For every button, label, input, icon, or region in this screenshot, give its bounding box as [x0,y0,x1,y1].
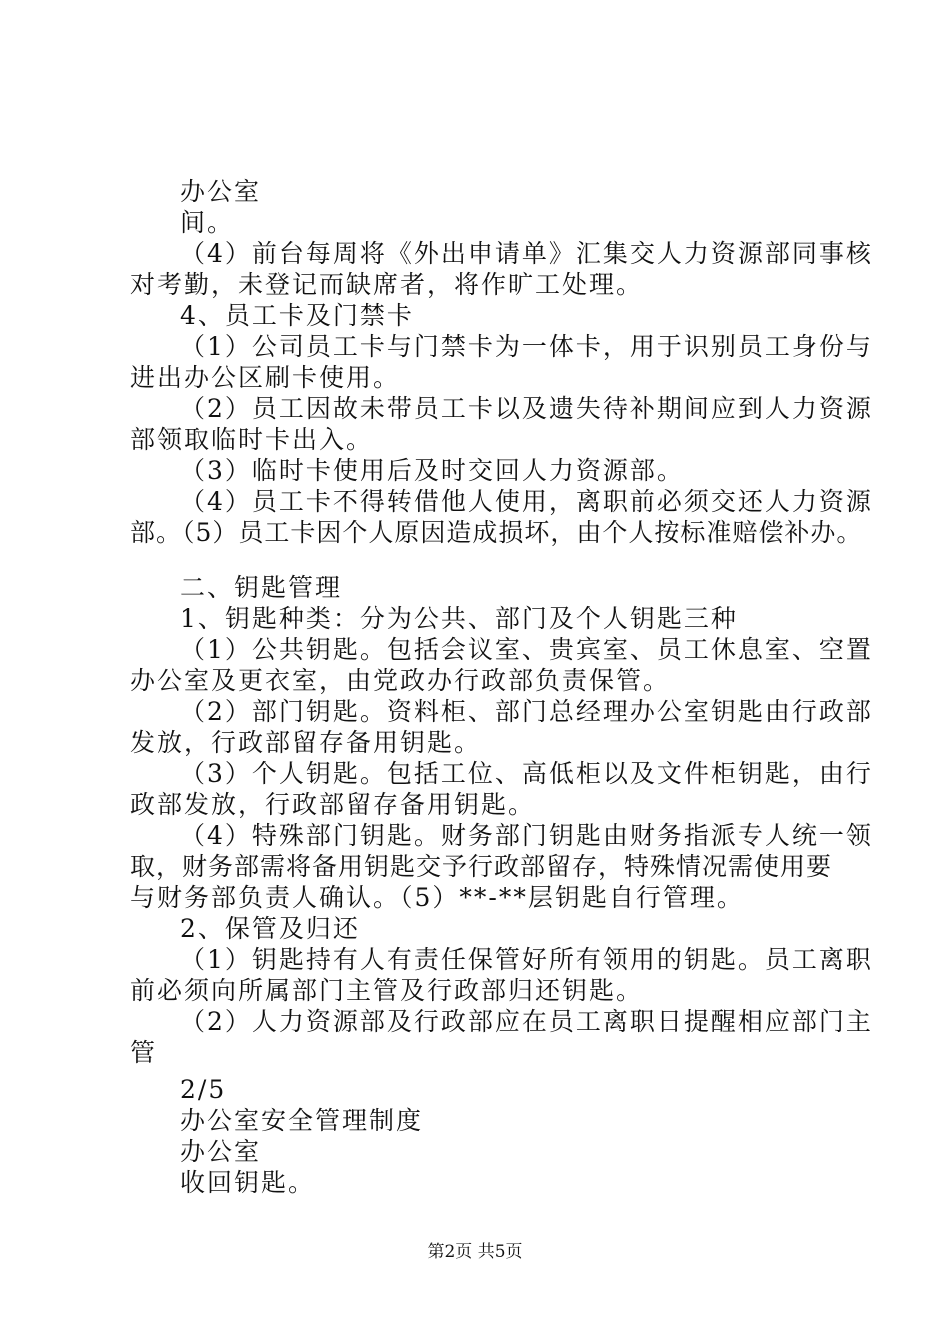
text-line: 办公室 [180,177,262,206]
text-line: （1）钥匙持有人有责任保管好所有领用的钥匙。员工离职 [180,945,873,974]
text-line: 间。 [180,208,235,237]
text-line: 部。（5）员工卡因个人原因造成损坏，由个人按标准赔偿补办。 [130,518,863,547]
text-line: 办公室及更衣室，由党政办行政部负责保管。 [130,666,671,695]
text-line: 与财务部负责人确认。（5）**-**层钥匙自行管理。 [130,883,744,912]
text-line: 收回钥匙。 [180,1168,316,1197]
text-line: （1）公司员工卡与门禁卡为一体卡，用于识别员工身份与 [180,332,873,361]
text-line: （2）人力资源部及行政部应在员工离职日提醒相应部门主 [180,1007,873,1036]
section-heading: 4、员工卡及门禁卡 [180,301,414,330]
text-line: 对考勤，未登记而缺席者，将作旷工处理。 [130,270,644,299]
section-heading: 1、钥匙种类：分为公共、部门及个人钥匙三种 [180,604,738,633]
text-line: 办公室 [180,1137,262,1166]
text-line: 进出办公区刷卡使用。 [130,363,401,392]
text-line: 部领取临时卡出入。 [130,425,374,454]
text-line: （3）临时卡使用后及时交回人力资源部。 [180,456,684,485]
text-line: 取，财务部需将备用钥匙交予行政部留存，特殊情况需使用要 [130,852,833,881]
section-heading: 二、钥匙管理 [180,573,343,602]
text-line: （4）员工卡不得转借他人使用，离职前必须交还人力资源 [180,487,873,516]
text-line: （3）个人钥匙。包括工位、高低柜以及文件柜钥匙，由行 [180,759,873,788]
text-line: 管 [130,1038,158,1067]
text-line: （2）部门钥匙。资料柜、部门总经理办公室钥匙由行政部 [180,697,873,726]
text-line: 政部发放，行政部留存备用钥匙。 [130,790,536,819]
text-line: （2）员工因故未带员工卡以及遗失待补期间应到人力资源 [180,394,873,423]
text-line: 发放，行政部留存备用钥匙。 [130,728,482,757]
text-line: 前必须向所属部门主管及行政部归还钥匙。 [130,976,644,1005]
text-line: （1）公共钥匙。包括会议室、贵宾室、员工休息室、空置 [180,635,873,664]
page-footer: 第2页 共5页 [427,1242,523,1262]
section-heading: 2、保管及归还 [180,914,360,943]
text-line: （4）前台每周将《外出申请单》汇集交人力资源部同事核 [180,239,873,268]
text-line: （4）特殊部门钥匙。财务部门钥匙由财务指派专人统一领 [180,821,873,850]
doc-title: 办公室安全管理制度 [180,1106,424,1135]
page-marker: 2/5 [180,1075,227,1104]
